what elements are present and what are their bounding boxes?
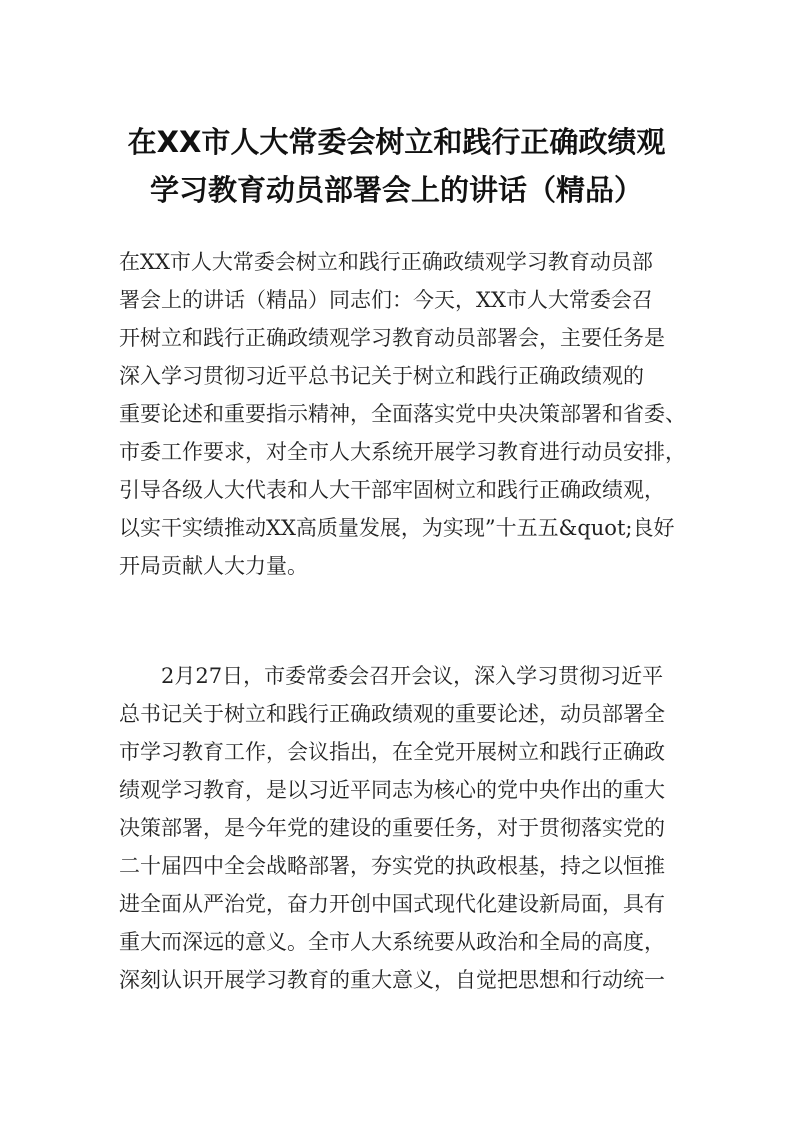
paragraph-line: 决策部署，是今年党的建设的重要任务，对于贯彻落实党的 xyxy=(119,816,665,840)
paragraph-line: 重要论述和重要指示精神，全面落实党中央决策部署和省委、 xyxy=(119,402,686,426)
paragraph-line: 深入学习贯彻习近平总书记关于树立和践行正确政绩观的 xyxy=(119,364,644,388)
paragraph-line: 开局贡献人大力量。 xyxy=(119,554,308,578)
paragraph-line: 进全面从严治党，奋力开创中国式现代化建设新局面，具有 xyxy=(119,892,665,916)
paragraph-line: 开树立和践行正确政绩观学习教育动员部署会，主要任务是 xyxy=(119,326,665,350)
paragraph-line: 深刻认识开展学习教育的重大意义，自觉把思想和行动统一 xyxy=(119,968,665,992)
paragraph-line: 市委工作要求，对全市人大系统开展学习教育进行动员安排， xyxy=(119,440,686,464)
paragraph-line: 以实干实绩推动XX高质量发展，为实现”十五五&quot;良好 xyxy=(119,516,675,540)
paragraph-line: 总书记关于树立和践行正确政绩观的重要论述，动员部署全 xyxy=(119,702,665,726)
paragraph-line: 二十届四中全会战略部署，夯实党的执政根基，持之以恒推 xyxy=(119,854,665,878)
document-title-line-1: 在XX市人大常委会树立和践行正确政绩观 xyxy=(127,125,666,159)
paragraph-line: 绩观学习教育，是以习近平同志为核心的党中央作出的重大 xyxy=(119,778,665,802)
paragraph-line: 2月27日，市委常委会召开会议，深入学习贯彻习近平 xyxy=(161,664,664,688)
paragraph-line: 重大而深远的意义。全市人大系统要从政治和全局的高度， xyxy=(119,930,665,954)
paragraph-line: 署会上的讲话（精品）同志们：今天，XX市人大常委会召 xyxy=(119,288,653,312)
document-title-line-2: 学习教育动员部署会上的讲话（精品） xyxy=(149,173,643,207)
paragraph-line: 引导各级人大代表和人大干部牢固树立和践行正确政绩观， xyxy=(119,478,665,502)
paragraph-line: 市学习教育工作，会议指出，在全党开展树立和践行正确政 xyxy=(119,740,665,764)
paragraph-line: 在XX市人大常委会树立和践行正确政绩观学习教育动员部 xyxy=(119,250,653,274)
